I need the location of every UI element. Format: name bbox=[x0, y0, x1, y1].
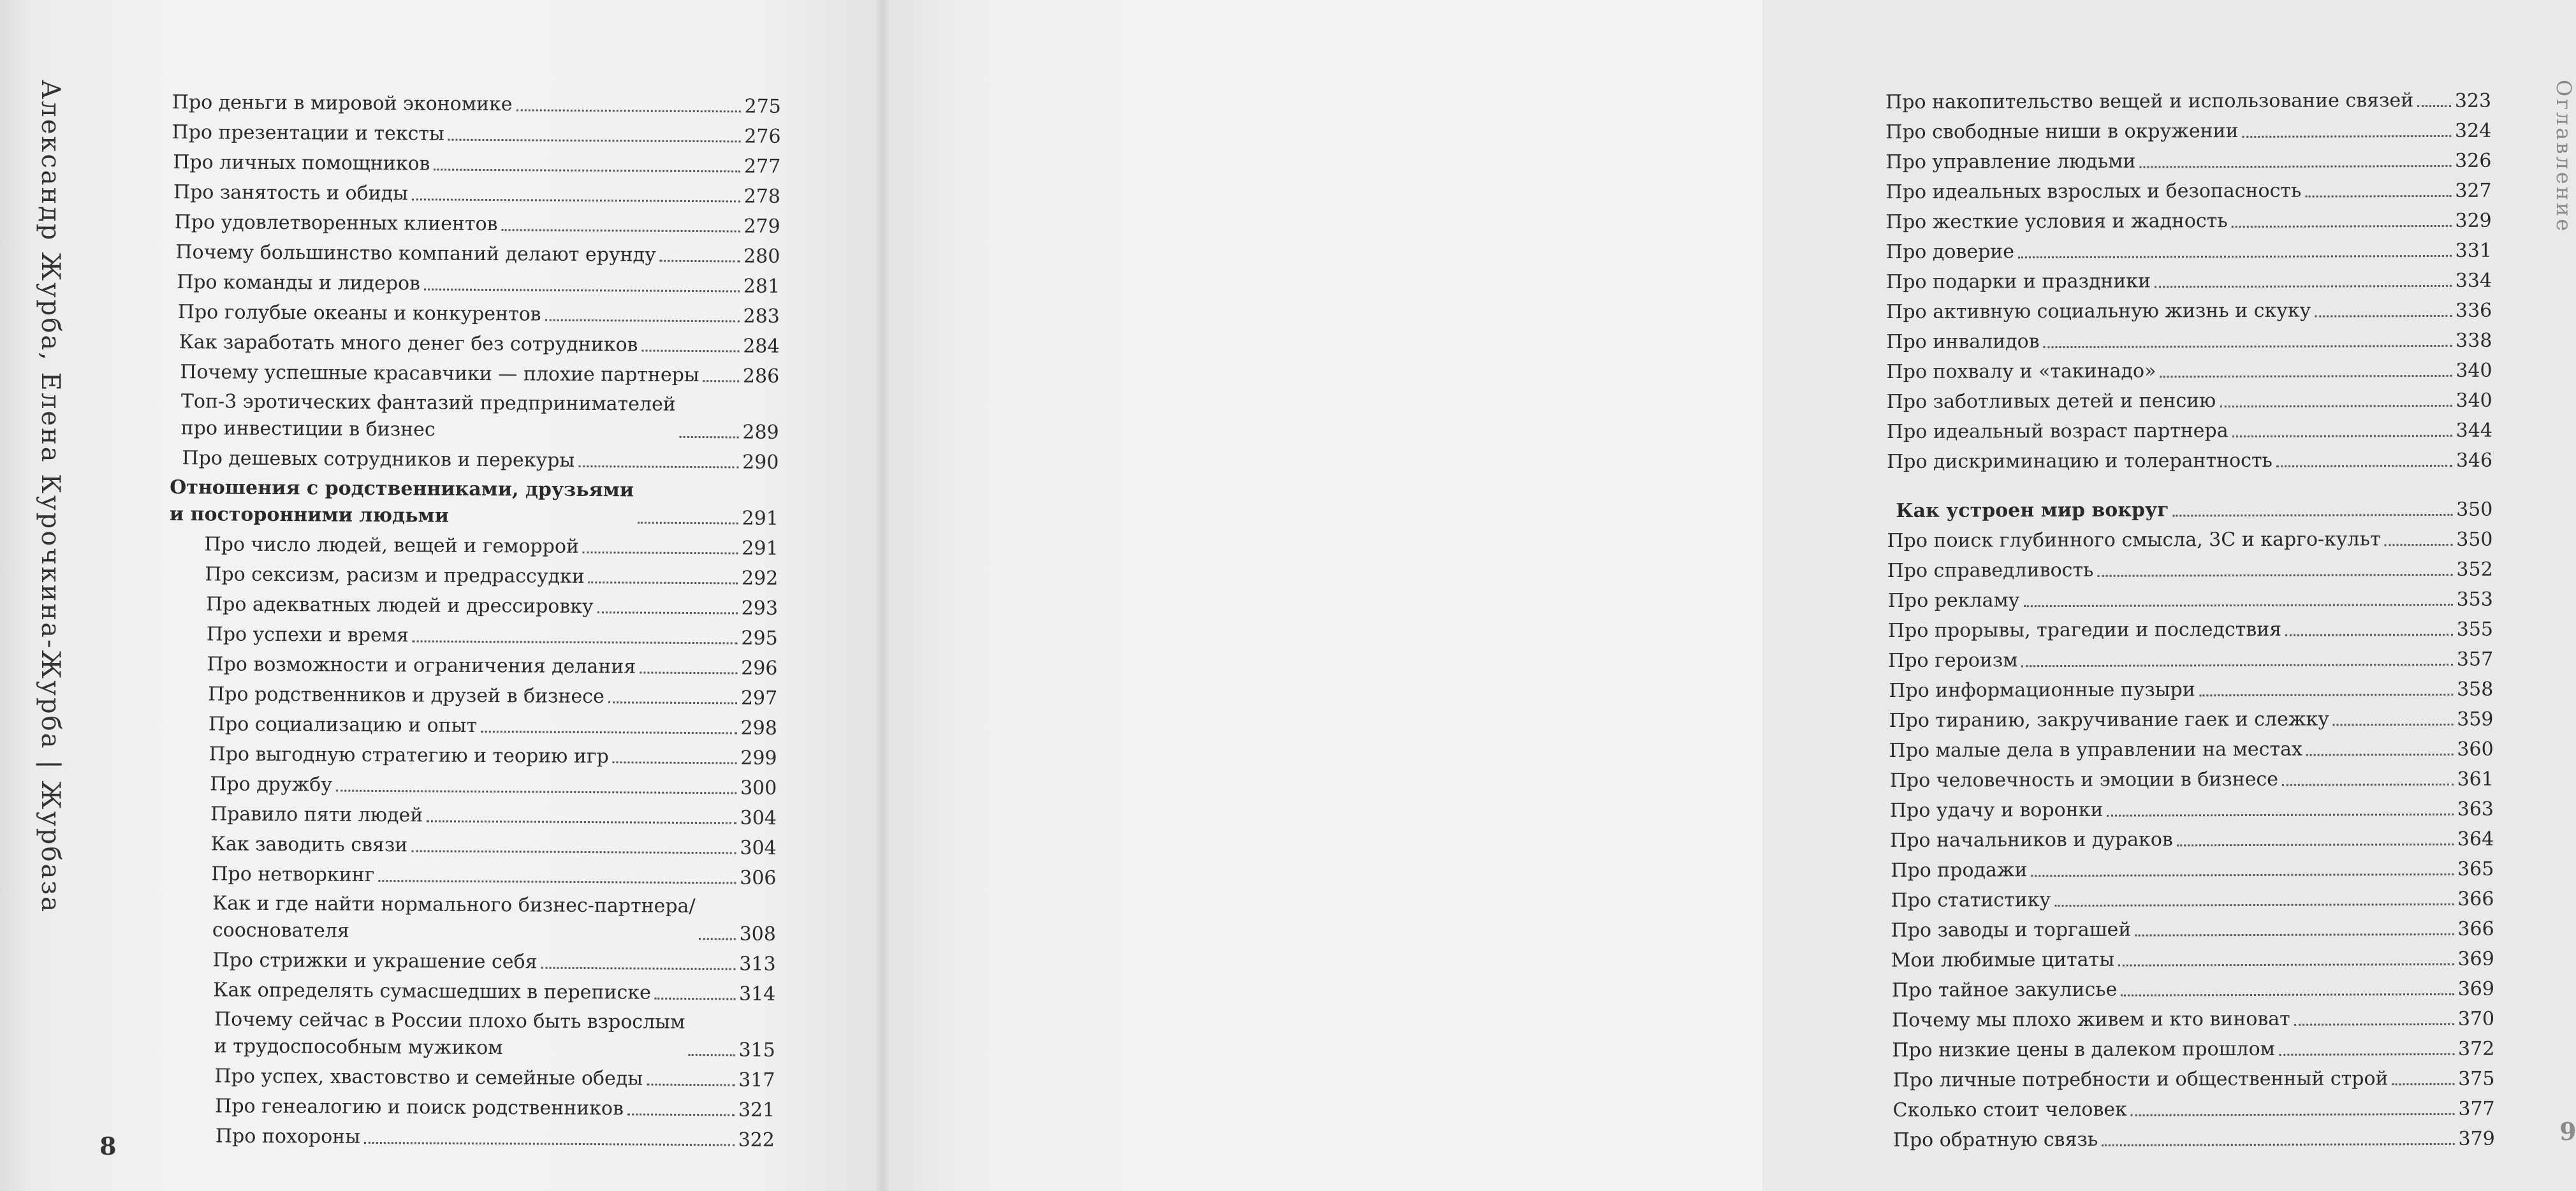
dot-leader bbox=[2294, 1023, 2454, 1026]
dot-leader bbox=[2385, 544, 2453, 546]
toc-entry bbox=[167, 888, 777, 947]
toc-entry-page-number: 286 bbox=[742, 365, 780, 388]
toc-entry-page-number: 340 bbox=[2455, 359, 2492, 382]
toc-entry bbox=[167, 858, 776, 891]
right-page bbox=[881, 0, 2576, 1191]
toc-entry-page-number: 314 bbox=[738, 983, 776, 1005]
toc-entry bbox=[168, 798, 777, 831]
toc-entry-page-number: 357 bbox=[2456, 648, 2494, 671]
toc-entry bbox=[1885, 144, 2491, 176]
toc-entry-title: Про голубые океаны и конкурентов bbox=[177, 301, 541, 326]
toc-entry-title: Про низкие цены в далеком прошлом bbox=[1892, 1037, 2276, 1062]
toc-entry-title: Про личных помощников bbox=[173, 151, 430, 175]
toc-entry-page-number: 369 bbox=[2457, 977, 2495, 1000]
toc-entry-title: Про идеальных взрослых и безопасность bbox=[1885, 179, 2302, 203]
toc-entry bbox=[166, 1060, 775, 1093]
dot-leader bbox=[2232, 435, 2452, 437]
toc-entry-title: Про презентации и тексты bbox=[172, 121, 444, 145]
dot-leader bbox=[655, 998, 735, 1000]
toc-entry-page-number: 324 bbox=[2454, 119, 2492, 142]
toc-entry bbox=[1887, 613, 2493, 645]
toc-entry-page-number: 291 bbox=[742, 537, 779, 560]
toc-entry-page-number: 336 bbox=[2455, 299, 2492, 322]
toc-entry-page-number: 340 bbox=[2455, 389, 2492, 412]
dot-leader bbox=[424, 288, 740, 292]
toc-entry-page-number: 352 bbox=[2456, 558, 2493, 581]
toc-entry-title: Как определять сумасшедших в переписке bbox=[213, 979, 651, 1004]
toc-entry bbox=[1886, 294, 2492, 326]
left-page bbox=[0, 0, 881, 1191]
dot-leader bbox=[641, 350, 739, 353]
toc-entry-page-number: 304 bbox=[740, 807, 777, 829]
toc-entry-title: Про похороны bbox=[215, 1125, 361, 1148]
toc-entry-page-number: 278 bbox=[743, 185, 781, 208]
toc-entry-page-number: 284 bbox=[743, 335, 780, 358]
dot-leader bbox=[647, 1084, 735, 1086]
toc-entry-title: Про похвалу и «такинадо» bbox=[1886, 360, 2156, 383]
toc-entry-title: Про адекватных людей и дрессировку bbox=[205, 593, 594, 618]
dot-leader bbox=[2392, 1083, 2455, 1085]
toc-entry bbox=[166, 974, 775, 1007]
toc-entry bbox=[166, 1090, 775, 1123]
dot-leader bbox=[2044, 345, 2452, 348]
toc-entry-page-number: 326 bbox=[2455, 149, 2492, 172]
toc-entry-title: Про инвалидов bbox=[1886, 330, 2040, 353]
toc-entry-title: Про управление людьми bbox=[1885, 150, 2136, 173]
dot-leader bbox=[412, 198, 740, 202]
toc-entry-page-number: 370 bbox=[2457, 1007, 2495, 1030]
dot-leader bbox=[481, 731, 736, 734]
toc-entry-title: Про заботливых детей и пенсию bbox=[1886, 390, 2216, 413]
dot-leader bbox=[434, 169, 740, 173]
toc-entry bbox=[171, 236, 780, 270]
toc-entry-title: Про дискриминацию и толерантность bbox=[1886, 449, 2272, 473]
toc-entry-title: Почему успешные красавчики — плохие партнеры bbox=[180, 361, 699, 387]
toc-entry bbox=[171, 296, 780, 330]
toc-entry bbox=[168, 828, 777, 861]
toc-entry-page-number: 281 bbox=[743, 275, 780, 298]
dot-leader bbox=[703, 380, 739, 382]
toc-entry-page-number: 297 bbox=[740, 687, 778, 710]
dot-leader bbox=[660, 260, 740, 263]
toc-entry-page-number: 359 bbox=[2457, 708, 2494, 731]
toc-entry bbox=[1887, 414, 2492, 446]
dot-leader bbox=[2118, 963, 2454, 967]
dot-leader bbox=[583, 552, 738, 554]
toc-entry bbox=[1885, 114, 2491, 146]
toc-entry-title: Про занятость и обиды bbox=[173, 181, 409, 205]
dot-leader bbox=[411, 850, 736, 854]
toc-entry-title: Про заводы и торгашей bbox=[1891, 918, 2132, 942]
toc-entry bbox=[1887, 384, 2492, 416]
dot-leader bbox=[2306, 754, 2454, 756]
toc-entry-title: Про продажи bbox=[1891, 859, 2028, 882]
toc-entry-title: Про доверие bbox=[1885, 240, 2015, 263]
toc-entry-page-number: 321 bbox=[738, 1099, 775, 1122]
toc-entry bbox=[1886, 234, 2492, 266]
dot-leader bbox=[613, 761, 737, 764]
book-gutter bbox=[875, 0, 890, 1191]
toc-entry-title: Про справедливость bbox=[1887, 559, 2094, 582]
toc-entry-title: Про активную социальную жизнь и скуку bbox=[1886, 299, 2311, 323]
toc-entry-page-number: 296 bbox=[741, 657, 778, 680]
toc-chapter-entry bbox=[170, 472, 779, 532]
dot-leader bbox=[689, 1054, 735, 1056]
toc-entry-page-number: 277 bbox=[743, 155, 781, 178]
toc-entry bbox=[1888, 852, 2494, 884]
running-head-section: Оглавление bbox=[2552, 80, 2576, 234]
toc-entry-title: Про родственников и друзей в бизнесе bbox=[208, 683, 604, 708]
toc-entry bbox=[166, 1120, 775, 1153]
dot-leader bbox=[699, 938, 735, 940]
toc-entry-page-number: 306 bbox=[740, 866, 777, 889]
toc-entry bbox=[169, 558, 778, 592]
toc-entry bbox=[166, 1004, 776, 1063]
toc-entry-title: Про успех, хвастовство и семейные обеды bbox=[214, 1065, 643, 1090]
dot-leader bbox=[2220, 405, 2452, 407]
dot-leader bbox=[589, 581, 738, 584]
toc-entry bbox=[172, 116, 780, 150]
toc-entry-title: Про дружбу bbox=[210, 773, 333, 796]
toc-entry-page-number: 366 bbox=[2457, 917, 2494, 940]
toc-entry bbox=[172, 176, 780, 210]
toc-entry-title: Мои любимые цитаты bbox=[1891, 948, 2115, 972]
toc-entry-title: Про деньги в мировой экономике bbox=[172, 91, 513, 116]
toc-entry bbox=[1885, 84, 2491, 116]
toc-entry-page-number: 317 bbox=[738, 1069, 775, 1092]
toc-entry bbox=[168, 738, 777, 771]
running-head-authors: Александр Журба, Елена Курочкина-Журба | Журбаза bbox=[36, 80, 65, 914]
dot-leader bbox=[2023, 604, 2452, 607]
toc-entry bbox=[1887, 523, 2492, 555]
dot-leader bbox=[2305, 195, 2451, 198]
dot-leader bbox=[2054, 903, 2454, 907]
toc-entry bbox=[1889, 1062, 2494, 1094]
dot-leader bbox=[516, 109, 741, 112]
toc-entry-page-number: 366 bbox=[2457, 888, 2494, 910]
toc-entry-title: Про сексизм, расизм и предрассудки bbox=[205, 563, 585, 588]
toc-entry bbox=[1889, 1092, 2495, 1124]
dot-leader bbox=[2243, 135, 2451, 138]
toc-entry bbox=[172, 86, 781, 120]
toc-list-left bbox=[166, 86, 781, 1153]
toc-entry bbox=[166, 944, 775, 977]
toc-entry-page-number: 279 bbox=[743, 215, 780, 238]
toc-entry bbox=[1888, 733, 2494, 764]
toc-entry-title: Про удовлетворенных клиентов bbox=[174, 211, 498, 236]
toc-entry-title: Про человечность и эмоции в бизнесе bbox=[1889, 768, 2279, 792]
toc-entry bbox=[1888, 793, 2494, 824]
toc-entry-page-number: 300 bbox=[740, 777, 777, 800]
toc-entry-page-number: 350 bbox=[2455, 498, 2493, 521]
dot-leader bbox=[541, 967, 735, 970]
dot-leader bbox=[2173, 514, 2453, 517]
toc-entry-title: Про статистику bbox=[1891, 889, 2051, 912]
toc-entry-page-number: 329 bbox=[2455, 209, 2492, 232]
toc-entry-page-number: 346 bbox=[2455, 449, 2493, 472]
dot-leader bbox=[2031, 873, 2454, 877]
dot-leader bbox=[640, 671, 737, 674]
dot-leader bbox=[2160, 375, 2452, 378]
toc-entry-title: Почему большинство компаний делают ерунду bbox=[175, 241, 656, 267]
dot-leader bbox=[2232, 225, 2452, 228]
toc-entry-title: Про стрижки и украшение себя bbox=[212, 949, 538, 974]
dot-leader bbox=[2102, 1143, 2454, 1146]
toc-entry-title: Про свободные ниши в окружении bbox=[1885, 120, 2239, 143]
toc-entry-title: Про накопительство вещей и использование связей bbox=[1885, 89, 2414, 113]
toc-entry bbox=[170, 326, 779, 360]
toc-entry-page-number: 308 bbox=[739, 923, 776, 946]
dot-leader bbox=[597, 611, 738, 614]
toc-entry-title: Почему мы плохо живем и кто виноват bbox=[1892, 1007, 2290, 1032]
toc-entry bbox=[1889, 1002, 2494, 1034]
dot-leader bbox=[2018, 255, 2452, 258]
toc-entry-page-number: 379 bbox=[2458, 1127, 2495, 1150]
toc-entry-page-number: 315 bbox=[738, 1039, 775, 1062]
toc-entry bbox=[1887, 643, 2493, 675]
toc-entry-title: Про начальников и дураков bbox=[1890, 828, 2173, 852]
toc-entry-page-number: 327 bbox=[2455, 179, 2492, 202]
dot-leader bbox=[2131, 1113, 2455, 1116]
dot-leader bbox=[2121, 993, 2454, 997]
dot-leader bbox=[378, 880, 736, 884]
toc-entry bbox=[1887, 583, 2493, 615]
dot-leader bbox=[2199, 694, 2453, 696]
toc-entry-title: Про генеалогию и поиск родственников bbox=[215, 1095, 624, 1120]
toc-entry-title: Про подарки и праздники bbox=[1886, 270, 2151, 293]
toc-entry-page-number: 344 bbox=[2455, 419, 2492, 442]
toc-chapter-entry bbox=[1887, 493, 2492, 525]
toc-entry-page-number: 304 bbox=[740, 837, 777, 859]
dot-leader bbox=[427, 820, 736, 824]
toc-entry-title: Про успехи и время bbox=[206, 623, 409, 647]
toc-entry bbox=[1886, 324, 2492, 356]
dot-leader bbox=[545, 319, 740, 323]
toc-entry-page-number: 364 bbox=[2457, 828, 2494, 851]
dot-leader bbox=[2107, 814, 2453, 817]
toc-entry bbox=[1888, 763, 2494, 794]
dot-leader bbox=[2279, 1053, 2454, 1056]
dot-leader bbox=[608, 701, 737, 704]
dot-leader bbox=[501, 229, 740, 232]
dot-leader bbox=[638, 522, 738, 524]
dot-leader bbox=[2139, 165, 2451, 168]
toc-entry-title: Про нетворкинг bbox=[211, 863, 375, 886]
toc-entry-title: Топ-3 эротических фантазий предпринимателей про инвестиции в бизнес bbox=[180, 390, 676, 441]
toc-entry-page-number: 334 bbox=[2455, 269, 2492, 292]
toc-entry bbox=[1886, 264, 2492, 296]
toc-entry bbox=[1889, 1032, 2494, 1064]
toc-entry-title: Про социализацию и опыт bbox=[208, 713, 478, 737]
toc-entry-title: Про информационные пузыри bbox=[1889, 678, 2195, 702]
toc-entry-page-number: 295 bbox=[741, 627, 778, 650]
toc-entry-page-number: 276 bbox=[744, 125, 781, 148]
toc-entry bbox=[1889, 942, 2494, 974]
toc-entry-page-number: 323 bbox=[2454, 89, 2492, 112]
dot-leader bbox=[2276, 465, 2452, 467]
toc-entry bbox=[170, 442, 779, 476]
toc-entry-page-number: 355 bbox=[2456, 618, 2494, 641]
toc-entry-title: Про удачу и воронки bbox=[1889, 798, 2104, 822]
toc-entry bbox=[1887, 703, 2493, 734]
toc-entry bbox=[1889, 1122, 2495, 1154]
toc-entry bbox=[169, 618, 778, 652]
toc-entry bbox=[1887, 673, 2493, 705]
dot-leader bbox=[2097, 574, 2452, 577]
toc-entry-title: Про поиск глубинного смысла, 3С и карго-культ bbox=[1887, 528, 2381, 552]
toc-list-right bbox=[1885, 84, 2495, 1154]
toc-entry-title: Про жесткие условия и жадность bbox=[1885, 210, 2228, 233]
toc-entry bbox=[171, 266, 780, 300]
toc-entry-page-number: 289 bbox=[742, 421, 779, 444]
toc-entry bbox=[169, 588, 778, 622]
dot-leader bbox=[2155, 285, 2452, 288]
dot-leader bbox=[364, 1142, 735, 1146]
toc-entry-page-number: 280 bbox=[743, 245, 780, 268]
page-number-left: 8 bbox=[99, 1132, 117, 1160]
toc-entry-title: Про выгодную стратегию и теорию игр bbox=[209, 743, 609, 768]
toc-entry-page-number: 275 bbox=[744, 95, 781, 118]
toc-entry-page-number: 350 bbox=[2456, 528, 2493, 551]
toc-entry-page-number: 361 bbox=[2457, 768, 2494, 791]
dot-leader bbox=[2417, 105, 2451, 107]
toc-entry-page-number: 353 bbox=[2456, 588, 2493, 611]
toc-entry-title: Как устроен мир вокруг bbox=[1896, 499, 2169, 522]
toc-entry bbox=[170, 356, 779, 390]
dot-leader bbox=[2022, 664, 2453, 667]
toc-entry bbox=[168, 678, 777, 712]
dot-leader bbox=[2285, 634, 2453, 636]
toc-entry-page-number: 363 bbox=[2457, 798, 2494, 821]
toc-entry-page-number: 283 bbox=[743, 305, 780, 328]
toc-entry-page-number: 331 bbox=[2455, 239, 2492, 262]
toc-entry-page-number: 372 bbox=[2457, 1037, 2495, 1060]
toc-entry-page-number: 338 bbox=[2455, 329, 2492, 352]
toc-entry bbox=[169, 528, 778, 562]
toc-entry-page-number: 293 bbox=[741, 597, 779, 620]
toc-entry-title: Про малые дела в управлении на местах bbox=[1889, 738, 2302, 762]
toc-entry-title: Почему сейчас в России плохо быть взрослым и трудоспособным мужиком bbox=[214, 1008, 685, 1060]
toc-entry bbox=[1886, 204, 2492, 236]
toc-entry-page-number: 292 bbox=[741, 567, 779, 590]
toc-entry bbox=[168, 708, 777, 742]
toc-entry-title: Как и где найти нормального бизнес-партнера/ сооснователя bbox=[212, 892, 696, 942]
dot-leader bbox=[2135, 933, 2454, 937]
toc-entry-title: Сколько стоит человек bbox=[1892, 1098, 2127, 1122]
toc-entry bbox=[172, 206, 780, 240]
toc-entry bbox=[1887, 553, 2493, 585]
toc-entry bbox=[1885, 174, 2491, 206]
toc-entry-title: Про прорывы, трагедии и последствия bbox=[1887, 618, 2282, 642]
toc-entry-title: Как заводить связи bbox=[210, 833, 408, 857]
toc-entry bbox=[1889, 912, 2494, 944]
toc-entry-title: Правило пяти людей bbox=[210, 803, 423, 827]
dot-leader bbox=[2333, 724, 2453, 726]
dot-leader bbox=[336, 790, 736, 794]
toc-entry-title: Про дешевых сотрудников и перекуры bbox=[182, 447, 575, 472]
dot-leader bbox=[2282, 784, 2454, 786]
toc-entry bbox=[1886, 354, 2492, 386]
page-number-right: 9 bbox=[2559, 1117, 2576, 1146]
toc-entry-title: Как заработать много денег без сотрудников bbox=[179, 331, 638, 356]
toc-entry-page-number: 313 bbox=[739, 953, 776, 975]
toc-entry-title: Про героизм bbox=[1888, 649, 2018, 672]
toc-entry-page-number: 291 bbox=[742, 507, 779, 530]
toc-entry bbox=[1888, 882, 2494, 914]
toc-entry-page-number: 377 bbox=[2458, 1097, 2495, 1120]
dot-leader bbox=[413, 640, 737, 644]
toc-entry-page-number: 322 bbox=[738, 1129, 775, 1151]
toc-entry-title: Про возможности и ограничения делания bbox=[207, 653, 636, 678]
toc-entry-title: Про рекламу bbox=[1887, 589, 2020, 612]
toc-entry-title: Отношения с родственниками, друзьями и посторонними людьми bbox=[169, 476, 634, 527]
dot-leader bbox=[2315, 315, 2452, 318]
dot-leader bbox=[578, 465, 738, 469]
toc-entry-title: Про число людей, вещей и геморрой bbox=[204, 533, 580, 558]
toc-entry-title: Про тайное закулисье bbox=[1891, 978, 2118, 1002]
dot-leader bbox=[679, 436, 738, 439]
toc-entry-page-number: 358 bbox=[2456, 678, 2494, 701]
toc-entry bbox=[1887, 444, 2492, 476]
toc-entry bbox=[168, 648, 777, 682]
toc-entry-page-number: 375 bbox=[2458, 1067, 2495, 1090]
toc-entry-page-number: 299 bbox=[740, 747, 777, 770]
dot-leader bbox=[2177, 844, 2454, 847]
toc-entry-page-number: 360 bbox=[2457, 738, 2494, 761]
toc-entry-title: Про личные потребности и общественный строй bbox=[1892, 1067, 2389, 1092]
toc-entry bbox=[172, 146, 780, 180]
toc-entry-page-number: 290 bbox=[742, 451, 779, 474]
toc-entry-page-number: 365 bbox=[2457, 858, 2494, 880]
toc-entry-title: Про идеальный возраст партнера bbox=[1886, 420, 2228, 443]
toc-entry bbox=[1888, 822, 2494, 854]
dot-leader bbox=[448, 139, 740, 143]
toc-entry-title: Про команды и лидеров bbox=[177, 271, 421, 295]
dot-leader bbox=[627, 1113, 735, 1116]
toc-entry bbox=[168, 768, 777, 801]
toc-entry bbox=[170, 386, 780, 446]
toc-entry bbox=[1889, 972, 2494, 1004]
toc-entry-title: Про обратную связь bbox=[1892, 1128, 2098, 1151]
toc-entry-page-number: 369 bbox=[2457, 947, 2494, 970]
toc-entry-page-number: 298 bbox=[740, 717, 777, 740]
toc-entry-title: Про тиранию, закручивание гаек и слежку bbox=[1889, 708, 2329, 732]
